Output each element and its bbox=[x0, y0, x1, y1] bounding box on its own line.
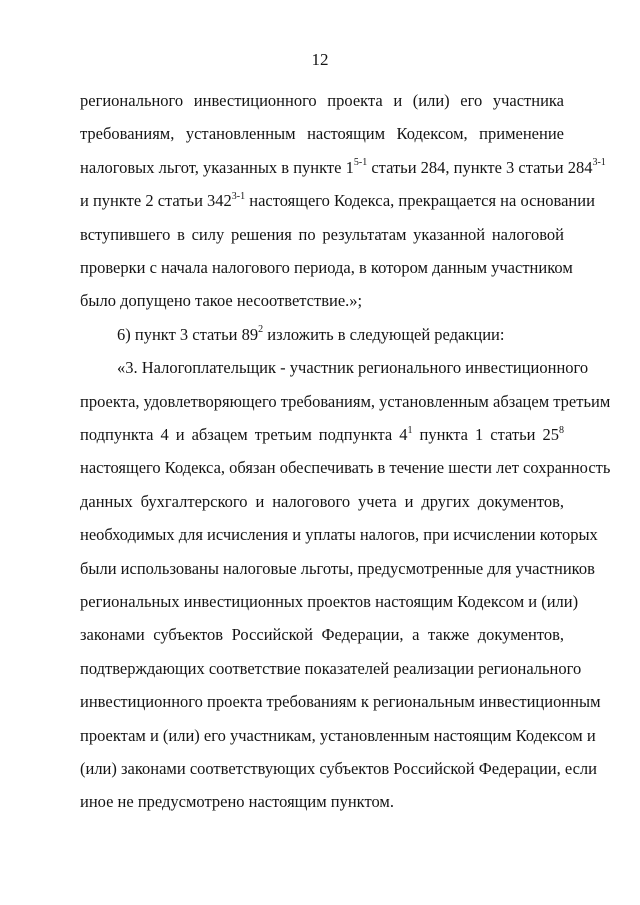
text-line bbox=[80, 759, 597, 779]
text-segment: инвестиционного проекта требованиям к региональным инвестиционным bbox=[80, 692, 601, 712]
text-segment: необходимых для исчисления и уплаты налогов, при исчислении которых bbox=[80, 525, 598, 545]
text-segment: 6) пункт 3 статьи 89 bbox=[117, 324, 259, 344]
text-line bbox=[80, 425, 564, 445]
text-segment: региональных инвестиционных проектов настоящим Кодексом и (или) bbox=[80, 592, 579, 611]
text-line bbox=[80, 91, 564, 111]
text-segment: пункта 1 статьи 25 bbox=[412, 425, 559, 444]
text-line bbox=[80, 190, 595, 211]
text-line bbox=[80, 225, 564, 245]
text-segment: и пункте 2 статьи 342 bbox=[80, 191, 232, 211]
text-segment: налоговых льгот, указанных в пункте 1 bbox=[80, 157, 354, 177]
text-segment: «3. Налогоплательщик - участник регионального инвестиционного bbox=[117, 358, 589, 378]
text-line bbox=[117, 358, 589, 378]
text-segment: требованиям, установленным настоящим Кодексом, применение bbox=[80, 124, 564, 144]
text-segment: было допущено такое несоответствие.»; bbox=[80, 291, 363, 311]
text-segment: вступившего в силу решения по результатам указанной налоговой bbox=[80, 224, 564, 244]
text-line bbox=[80, 258, 573, 278]
text-line bbox=[80, 792, 564, 812]
superscript: 5-1 bbox=[353, 157, 368, 169]
text-segment: проекта, удовлетворяющего требованиям, установленным абзацем третьим bbox=[80, 391, 611, 411]
text-line bbox=[80, 592, 579, 612]
text-line bbox=[80, 291, 564, 311]
text-line bbox=[80, 157, 606, 178]
text-line bbox=[80, 625, 564, 645]
text-segment: настоящего Кодекса, обязан обеспечивать в течение шести лет сохранность bbox=[80, 458, 611, 478]
text-segment: (или) законами соответствующих субъектов Российской Федерации, если bbox=[80, 759, 597, 778]
text-segment: подтверждающих соответствие показателей реализации регионального bbox=[80, 658, 582, 678]
text-line bbox=[80, 558, 595, 579]
text-segment: регионального инвестиционного проекта и (или) его участника bbox=[80, 91, 564, 110]
superscript: 8 bbox=[558, 424, 564, 436]
text-segment: настоящего Кодекса, прекращается на основании bbox=[245, 191, 595, 211]
text-segment: данных бухгалтерского и налогового учета и других документов, bbox=[80, 491, 564, 511]
text-segment: проектам и (или) его участникам, установленным настоящим Кодексом и bbox=[80, 725, 596, 745]
text-line bbox=[80, 458, 611, 478]
text-line bbox=[80, 725, 596, 746]
text-segment: иное не предусмотрено настоящим пунктом. bbox=[80, 792, 394, 812]
text-line bbox=[80, 658, 582, 679]
text-line bbox=[80, 692, 601, 712]
text-line bbox=[80, 391, 611, 412]
text-line bbox=[80, 525, 598, 545]
text-line bbox=[80, 124, 564, 144]
superscript: 1 bbox=[407, 424, 413, 436]
superscript: 3-1 bbox=[231, 190, 246, 202]
text-line bbox=[80, 492, 564, 512]
page-number: 12 bbox=[311, 50, 329, 69]
superscript: 3-1 bbox=[592, 157, 606, 169]
text-segment: были использованы налоговые льготы, предусмотренные для участников bbox=[80, 558, 595, 578]
text-segment: проверки с начала налогового периода, в котором данным участником bbox=[80, 258, 573, 277]
text-line bbox=[117, 325, 564, 345]
text-segment: статьи 284, пункте 3 статьи 284 bbox=[367, 157, 593, 177]
text-segment: подпункта 4 и абзацем третьим подпункта 4 bbox=[80, 425, 408, 444]
text-segment: законами субъектов Российской Федерации, а также документов, bbox=[80, 625, 564, 645]
text-segment: изложить в следующей редакции: bbox=[263, 324, 505, 344]
superscript: 2 bbox=[258, 324, 264, 336]
